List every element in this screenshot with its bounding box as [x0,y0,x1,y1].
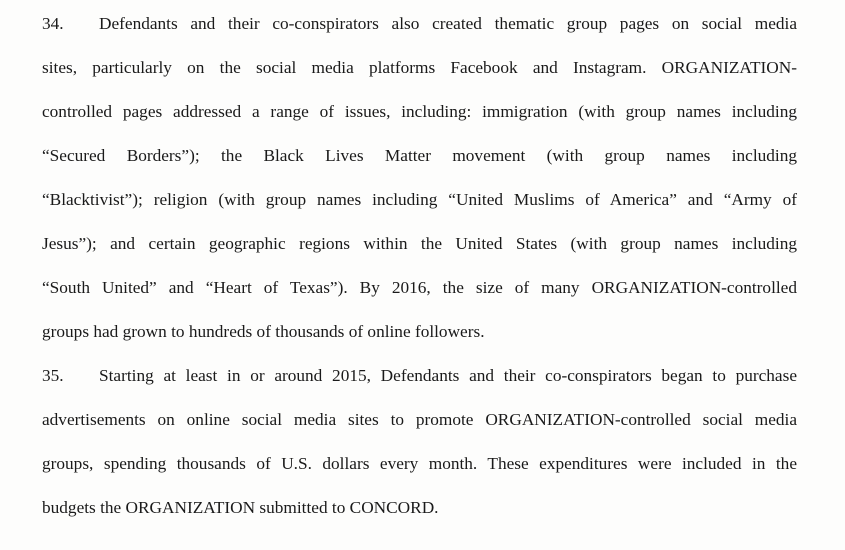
paragraph-35-line-1 [42,365,797,387]
paragraph-number-34: 34. [42,14,64,33]
paragraph-text-line: Starting at least in or around 2015, Defendants and their co-conspirators began to purchase [99,366,797,385]
paragraph-35-line-3: groups, spending thousands of U.S. dollars every month. These expenditures were included in the [42,454,797,473]
paragraph-text-line: Defendants and their co-conspirators also created thematic group pages on social media [99,14,797,33]
paragraph-34-line-5: “Blacktivist”); religion (with group names including “United Muslims of America” and “Army of [42,190,797,209]
paragraph-34-line-4: “Secured Borders”); the Black Lives Matter movement (with group names including [42,146,797,165]
paragraph-34-line-2: sites, particularly on the social media platforms Facebook and Instagram. ORGANIZATION- [42,58,797,77]
paragraph-34-line-8: groups had grown to hundreds of thousands of online followers. [42,322,485,341]
paragraph-number-35: 35. [42,366,64,385]
paragraph-35-line-4: budgets the ORGANIZATION submitted to CONCORD. [42,498,439,517]
paragraph-34-line-6: Jesus”); and certain geographic regions within the United States (with group names including [42,234,797,253]
paragraph-34-line-1 [42,13,797,35]
paragraph-34-line-3: controlled pages addressed a range of issues, including: immigration (with group names including [42,102,797,121]
paragraph-34-line-7: “South United” and “Heart of Texas”). By 2016, the size of many ORGANIZATION-controlled [42,278,797,297]
paragraph-35-line-2: advertisements on online social media sites to promote ORGANIZATION-controlled social media [42,410,797,429]
